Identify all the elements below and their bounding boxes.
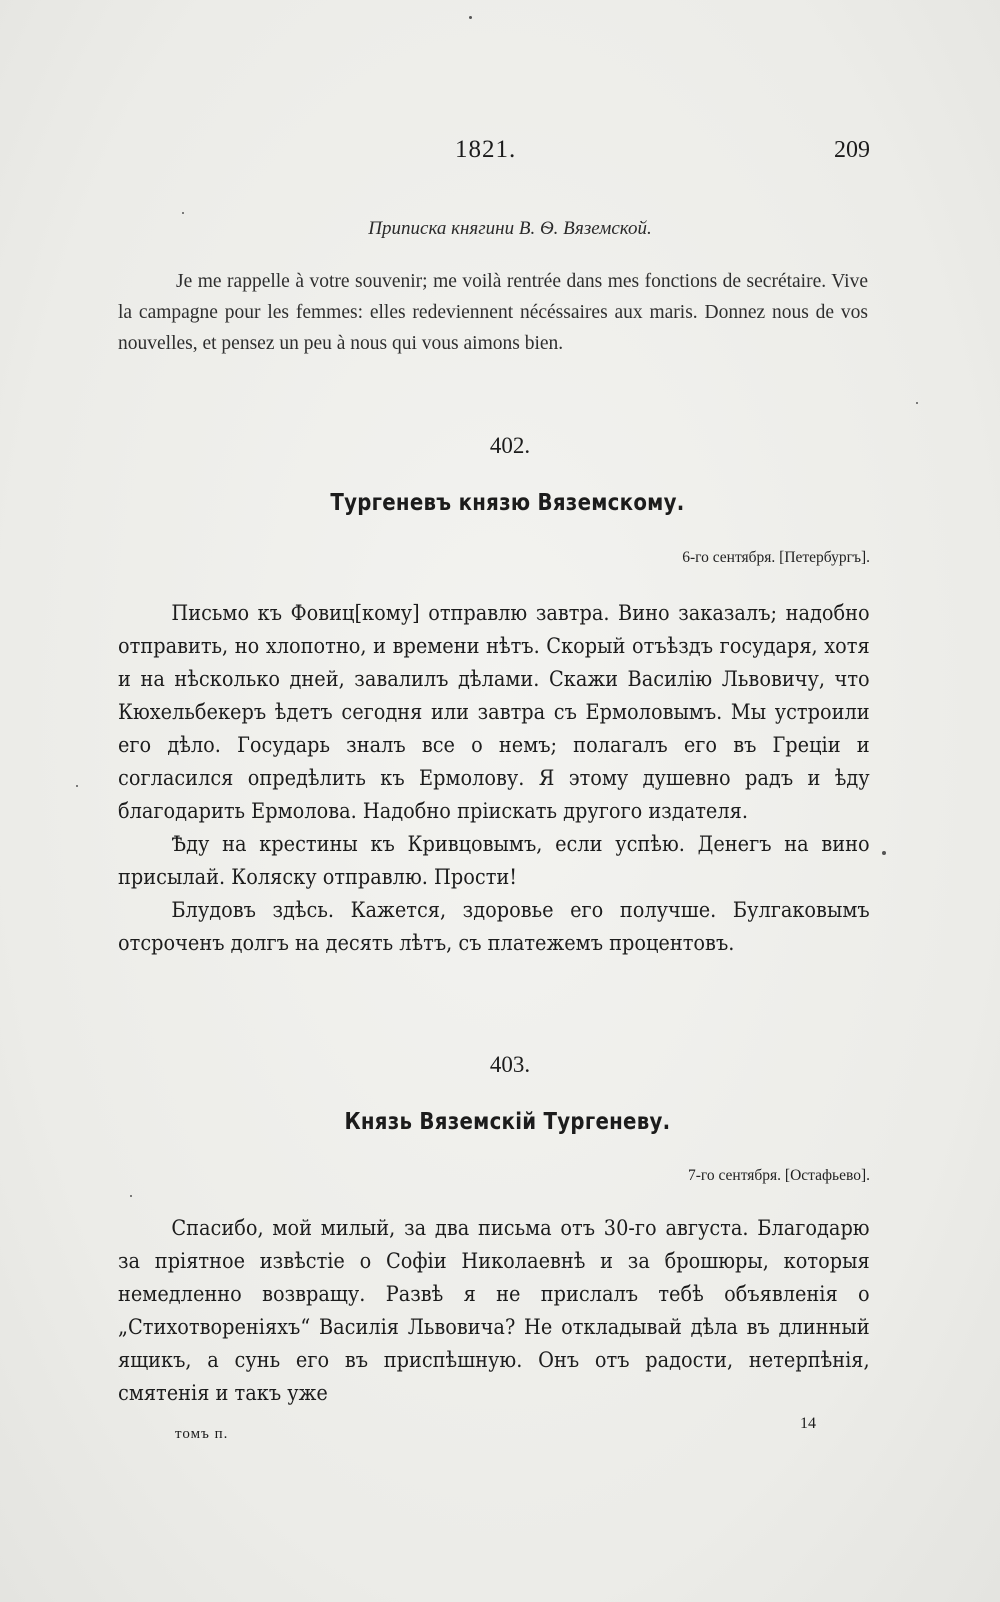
print-speck [469,16,472,19]
postscript-title: Приписка княгини В. Ѳ. Вяземской. [368,218,652,239]
letter-number: 402. [489,433,531,458]
paragraph: Спасибо, мой милый, за два письма отъ 30-го августа. Благодарю за пріятное извѣстіе о Софіи Николаевнѣ и за брошюры, которыя немедленно возвращу. Развѣ я не прислалъ тебѣ объявленія о „Стихотвореніяхъ“ Василія Львовича? Не откладывай дѣла въ длинный ящикъ, а сунь его въ приспѣшную. Онъ отъ радости, нетерпѣнія, смятенія и такъ уже [118,1216,870,1405]
print-speck [130,1195,132,1197]
paragraph: Ѣду на крестины къ Кривцовымъ, если успѣю. Денегъ на вино присылай. Коляску отправлю. Прости! [118,832,870,889]
letter-body [118,597,870,960]
postscript-text: Je me rappelle à votre souvenir; me voilà rentrée dans mes fonctions de secrétaire. Vive la campagne pour les femmes: elles redeviennent nécéssaires aux maris. Donnez nous de vos nouvelles, et pensez un peu à nous qui vous aimons bien. [118,271,868,354]
letter-number: 403. [489,1052,531,1077]
print-speck [76,785,78,787]
page-number: 209 [834,137,870,163]
paragraph: Блудовъ здѣсь. Кажется, здоровье его получше. Булгаковымъ отсроченъ долгъ на десять лѣтъ, съ платежемъ процентовъ. [118,898,870,955]
print-speck [182,212,184,214]
letter-body [118,1212,870,1410]
running-head-year: 1821. [455,136,517,163]
letter-title: Князь Вяземскій Тургеневу. [344,1109,671,1135]
print-speck [882,851,886,855]
signature-mark: 14 [800,1415,816,1432]
letter-title: Тургеневъ князю Вяземскому. [330,490,685,516]
print-speck [916,402,918,404]
letter-dateline: 7-го сентября. [Остафьево]. [687,1167,870,1184]
paragraph: Письмо къ Фовиц[кому] отправлю завтра. Вино заказалъ; надобно отправить, но хлопотно, и времени нѣтъ. Скорый отъѣздъ государя, хотя и на нѣсколько дней, завалилъ дѣлами. Скажи Василію Львовичу, что Кюхельбекеръ ѣдетъ сегодня или завтра съ Ермоловымъ. Мы устроили его дѣло. Государь зналъ все о немъ; полагалъ его въ Греціи и согласился опредѣлить къ Ермолову. Я этому душевно радъ и ѣду благодарить Ермолова. Надобно пріискать другого издателя. [118,601,870,823]
letter-dateline: 6-го сентября. [Петербургъ]. [682,549,870,566]
volume-label: томъ п. [175,1426,229,1442]
